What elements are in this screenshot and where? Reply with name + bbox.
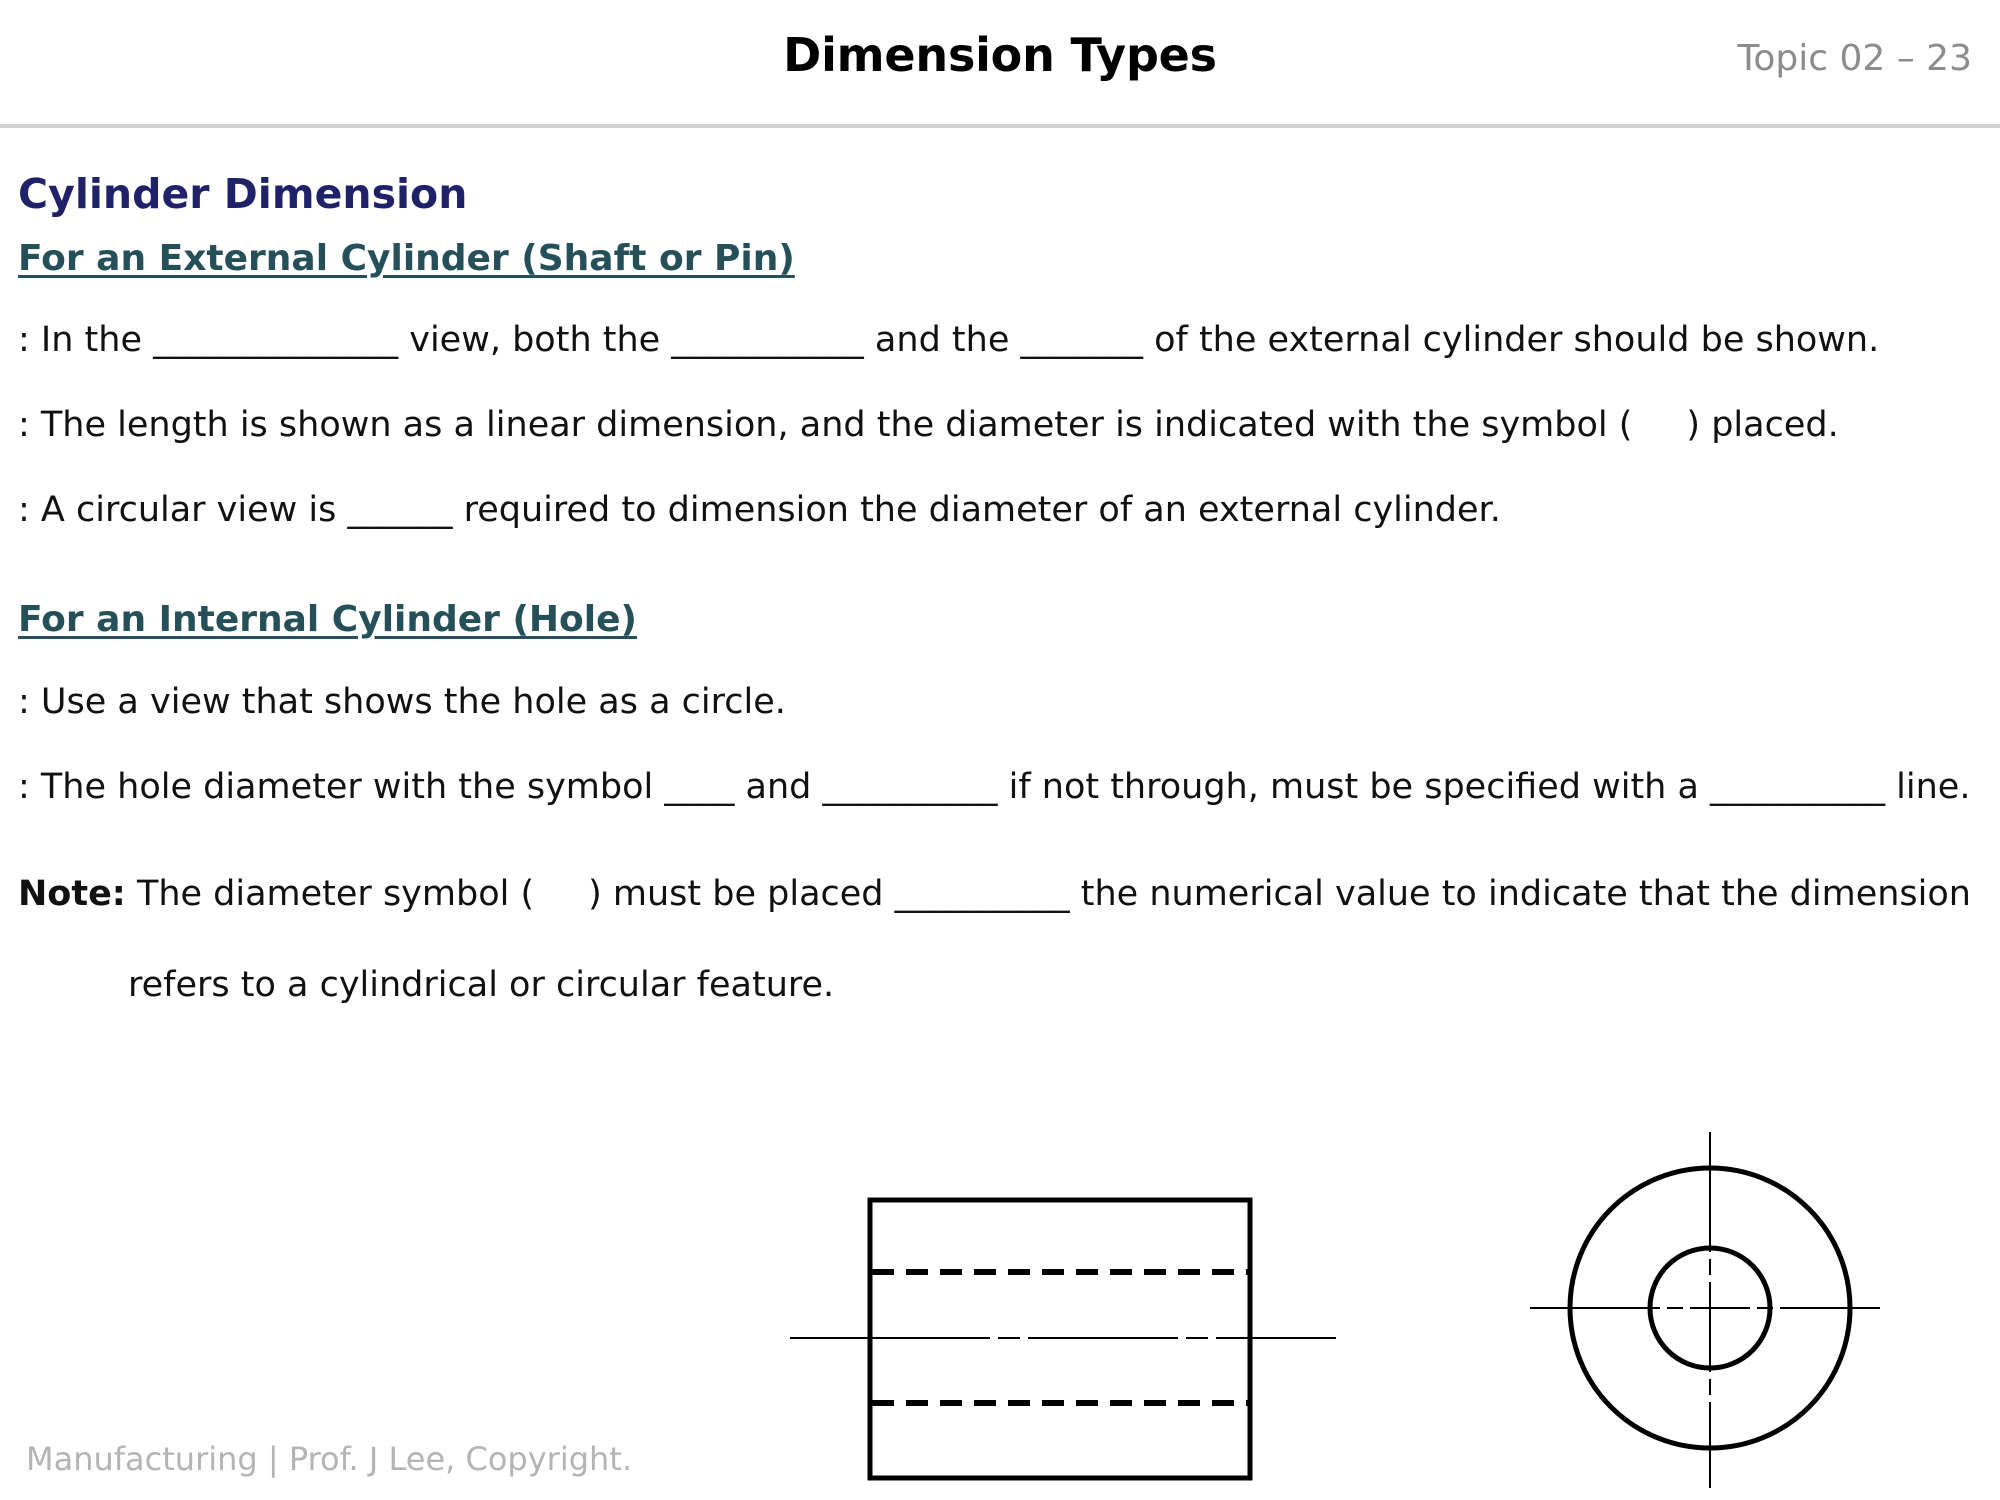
topic-label: Topic 02 – 23 (1737, 38, 1972, 79)
circular-view-drawing (1510, 1120, 1970, 1500)
external-bullet-2-part-b: ) placed. (1686, 405, 1839, 445)
note-text-after: ) must be placed __________ the numerical value to indicate that the dimension (588, 874, 1971, 914)
internal-bullet-1: : Use a view that shows the hole as a circle. (18, 682, 786, 722)
slide-header (0, 0, 2000, 125)
note-label: Note: (18, 874, 126, 914)
footer-text: Manufacturing | Prof. J Lee, Copyright. (26, 1440, 633, 1478)
external-bullet-1: : In the ______________ view, both the ___________ and the _______ of the external cylinder should be shown. (18, 320, 1880, 360)
front-view-drawing (760, 1120, 1380, 1500)
external-bullet-2-part-a: : The length is shown as a linear dimension, and the diameter is indicated with the symbol ( (18, 405, 1633, 445)
page-title: Dimension Types (783, 28, 1217, 82)
subheading-external-cylinder: For an External Cylinder (Shaft or Pin) (18, 238, 795, 279)
note-paragraph (18, 874, 1971, 914)
internal-bullet-2: : The hole diameter with the symbol ____ and __________ if not through, must be specified with a __________ line. (18, 767, 1971, 807)
note-paragraph-line-2: refers to a cylindrical or circular feature. (128, 965, 835, 1005)
subheading-internal-cylinder: For an Internal Cylinder (Hole) (18, 599, 637, 640)
external-bullet-2 (18, 405, 1839, 445)
note-text-before: The diameter symbol ( (125, 874, 535, 914)
section-heading: Cylinder Dimension (18, 170, 468, 218)
external-bullet-3: : A circular view is ______ required to dimension the diameter of an external cylinder. (18, 490, 1501, 530)
